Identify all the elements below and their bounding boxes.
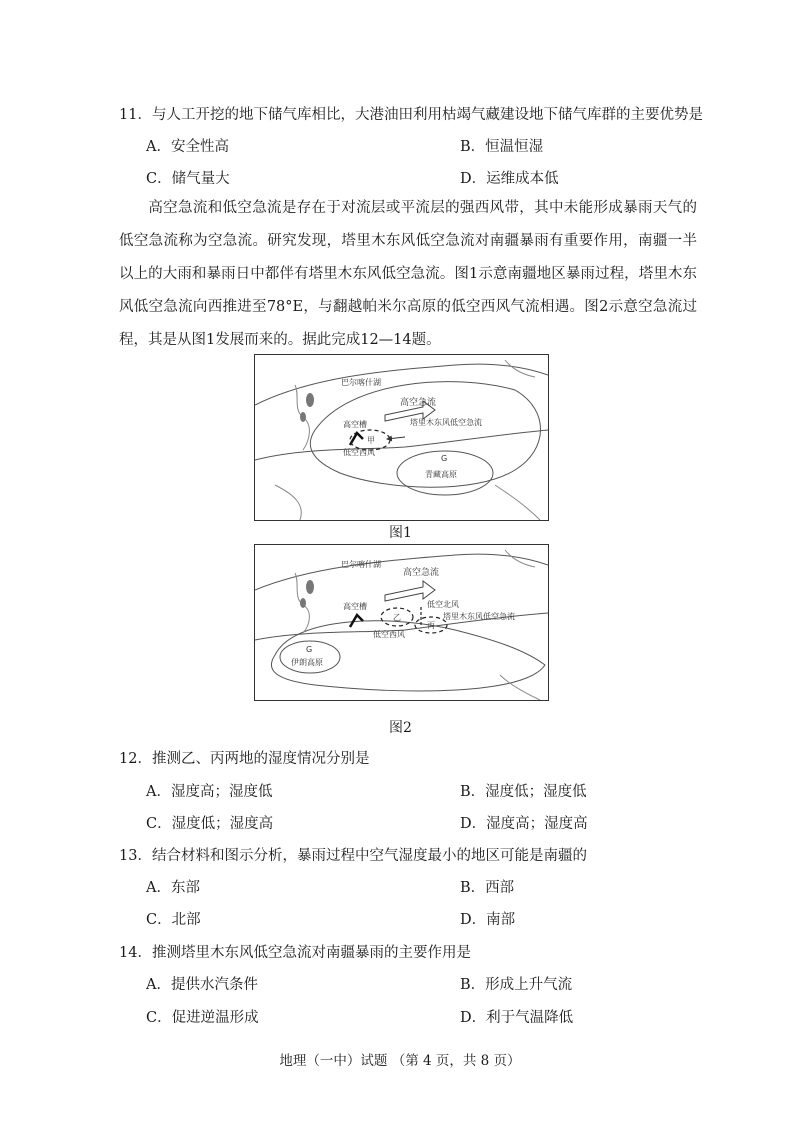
fig1-label-plateau: 青藏高原 (425, 470, 457, 479)
q14-option-b: B．形成上升气流 (460, 977, 573, 993)
figure-1-map (255, 355, 548, 520)
fig2-label-west-low: 低空西风 (373, 630, 405, 639)
q13-stem: 13．结合材料和图示分析，暴雨过程中空气湿度最小的地区可能是南疆的 (119, 848, 587, 864)
fig1-label-baikal: 巴尔喀什湖 (341, 378, 381, 387)
q13-option-d: D．南部 (460, 912, 516, 928)
fig1-label-tarim-jet: 塔里木东风低空急流 (410, 418, 482, 427)
fig2-label-tarim-jet: 塔里木东风低空急流 (443, 612, 515, 621)
q14-option-c: C．促进逆温形成 (146, 1010, 259, 1026)
figure-1-caption: 图1 (389, 525, 412, 541)
q11-option-d: D．运维成本低 (460, 171, 559, 187)
q11-option-c: C．储气量大 (146, 171, 230, 187)
fig2-label-high-jet: 高空急流 (403, 568, 440, 578)
q12-option-d: D．湿度高；湿度高 (460, 816, 588, 832)
q13-option-c: C．北部 (146, 912, 201, 928)
fig2-label-g: G (306, 645, 313, 654)
q12-stem: 12．推测乙、丙两地的湿度情况分别是 (119, 751, 370, 767)
figure-1 (254, 354, 549, 521)
fig1-label-g: G (441, 454, 448, 463)
q12-option-a: A．湿度高；湿度低 (146, 784, 273, 800)
fig2-label-plateau: 伊朗高原 (291, 658, 323, 667)
q11-stem: 11．与人工开挖的地下储气库相比，大港油田利用枯竭气藏建设地下储气库群的主要优势是 (119, 107, 703, 123)
figure-2-map (255, 545, 548, 700)
fig2-label-north-low: 低空北风 (427, 600, 459, 609)
fig2-label-yi: 乙 (393, 613, 401, 622)
figure-2 (254, 544, 549, 701)
material-paragraph (119, 192, 697, 357)
fig1-label-high-jet: 高空急流 (400, 398, 437, 408)
fig1-label-jia: 甲 (367, 436, 375, 445)
fig2-label-bing: 丙 (427, 621, 435, 630)
q14-option-a: A．提供水汽条件 (146, 977, 258, 993)
q14-stem: 14．推测塔里木东风低空急流对南疆暴雨的主要作用是 (119, 945, 471, 961)
fig1-label-trough: 高空槽 (343, 420, 367, 429)
q12-option-c: C．湿度低；湿度高 (146, 816, 274, 832)
material-text: 高空急流和低空急流是存在于对流层或平流层的强西风带，其中未能形成暴雨天气的低空急流称为空急流。研究发现，塔里木东风低空急流对南疆暴雨有重要作用，南疆一半以上的大雨和暴雨日中都伴有塔里木东风低空急流。图1示意南疆地区暴雨过程，塔里木东风低空急流向西推进至78°E，与翻越帕米尔高原的低空西风气流相遇。图2示意空急流过程，其是从图1发展而来的。据此完成12—14题。 (119, 200, 697, 348)
q13-option-b: B．西部 (460, 880, 515, 896)
figure-2-caption: 图2 (389, 720, 412, 736)
q13-option-a: A．东部 (146, 880, 200, 896)
fig2-label-baikal: 巴尔喀什湖 (341, 560, 381, 569)
fig2-label-trough: 高空槽 (343, 602, 367, 611)
fig1-label-west-low: 低空西风 (343, 448, 375, 457)
q11-option-b: B．恒温恒湿 (460, 139, 544, 155)
q12-option-b: B．湿度低；湿度低 (460, 784, 587, 800)
page-footer: 地理（一中）试题 （第 4 页，共 8 页） (279, 1053, 521, 1069)
q14-option-d: D．利于气温降低 (460, 1010, 574, 1026)
q11-option-a: A．安全性高 (146, 139, 229, 155)
